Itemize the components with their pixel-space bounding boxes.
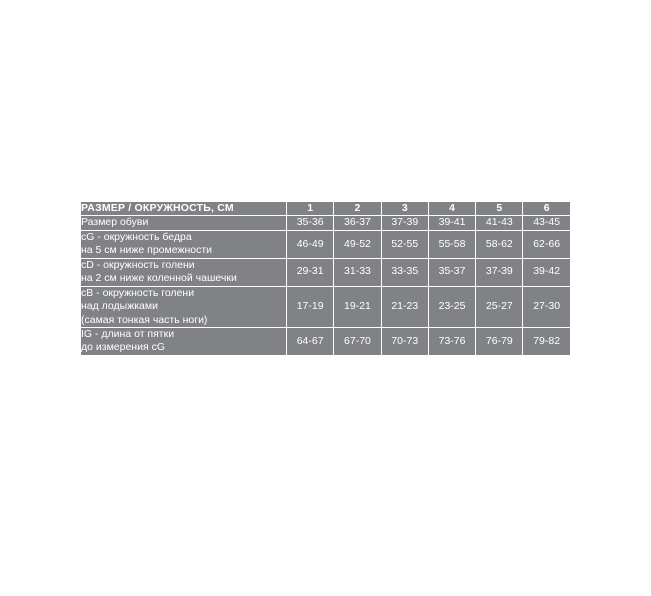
row-label-line: cB - окружность голени <box>81 286 195 299</box>
cell-r2-c6: 39-42 <box>523 258 570 286</box>
cell-r1-c6: 62-66 <box>523 230 570 258</box>
size-chart-table <box>80 201 571 356</box>
row-label-cg-thigh <box>81 230 287 258</box>
table-row <box>81 286 571 327</box>
cell-r0-c2: 36-37 <box>334 216 381 230</box>
cell-r4-c3: 70-73 <box>381 327 428 355</box>
cell-r1-c3: 52-55 <box>381 230 428 258</box>
table-header-row <box>81 202 571 216</box>
header-column-2: 2 <box>334 202 381 216</box>
cell-r0-c4: 39-41 <box>428 216 475 230</box>
header-column-3: 3 <box>381 202 428 216</box>
cell-r4-c4: 73-76 <box>428 327 475 355</box>
cell-r3-c5: 25-27 <box>476 286 523 327</box>
cell-r3-c4: 23-25 <box>428 286 475 327</box>
cell-r4-c2: 67-70 <box>334 327 381 355</box>
row-label-ig-length <box>81 327 287 355</box>
table-row <box>81 230 571 258</box>
row-label-line: Размер обуви <box>81 216 149 229</box>
cell-r2-c1: 29-31 <box>287 258 334 286</box>
cell-r4-c6: 79-82 <box>523 327 570 355</box>
cell-r2-c2: 31-33 <box>334 258 381 286</box>
row-label-line: IG - длина от пятки <box>81 327 175 340</box>
row-label-line: cG - окружность бедра <box>81 230 192 243</box>
table-row <box>81 258 571 286</box>
header-column-5: 5 <box>476 202 523 216</box>
table-row <box>81 216 571 230</box>
cell-r1-c1: 46-49 <box>287 230 334 258</box>
cell-r1-c5: 58-62 <box>476 230 523 258</box>
row-label-line: над лодыжками <box>81 300 158 313</box>
row-label-line: на 2 см ниже коленной чашечки <box>81 272 237 285</box>
row-label-cb-ankle <box>81 286 287 327</box>
cell-r0-c5: 41-43 <box>476 216 523 230</box>
header-column-6: 6 <box>523 202 570 216</box>
cell-r1-c4: 55-58 <box>428 230 475 258</box>
row-label-line: до измерения cG <box>81 341 165 354</box>
cell-r0-c1: 35-36 <box>287 216 334 230</box>
row-label-line: cD - окружность голени <box>81 258 195 271</box>
cell-r3-c1: 17-19 <box>287 286 334 327</box>
cell-r3-c6: 27-30 <box>523 286 570 327</box>
cell-r1-c2: 49-52 <box>334 230 381 258</box>
header-column-4: 4 <box>428 202 475 216</box>
header-column-1: 1 <box>287 202 334 216</box>
row-label-line: (самая тонкая часть ноги) <box>81 313 208 326</box>
cell-r2-c3: 33-35 <box>381 258 428 286</box>
cell-r3-c2: 19-21 <box>334 286 381 327</box>
cell-r0-c3: 37-39 <box>381 216 428 230</box>
cell-r4-c5: 76-79 <box>476 327 523 355</box>
table-row <box>81 327 571 355</box>
row-label-line: на 5 см ниже промежности <box>81 244 213 257</box>
header-size-circumference: РАЗМЕР / ОКРУЖНОСТЬ, СМ <box>81 202 287 216</box>
cell-r2-c4: 35-37 <box>428 258 475 286</box>
cell-r0-c6: 43-45 <box>523 216 570 230</box>
cell-r3-c3: 21-23 <box>381 286 428 327</box>
row-label-shoe-size <box>81 216 287 230</box>
row-label-cd-calf <box>81 258 287 286</box>
cell-r2-c5: 37-39 <box>476 258 523 286</box>
size-chart-container <box>80 201 570 356</box>
cell-r4-c1: 64-67 <box>287 327 334 355</box>
